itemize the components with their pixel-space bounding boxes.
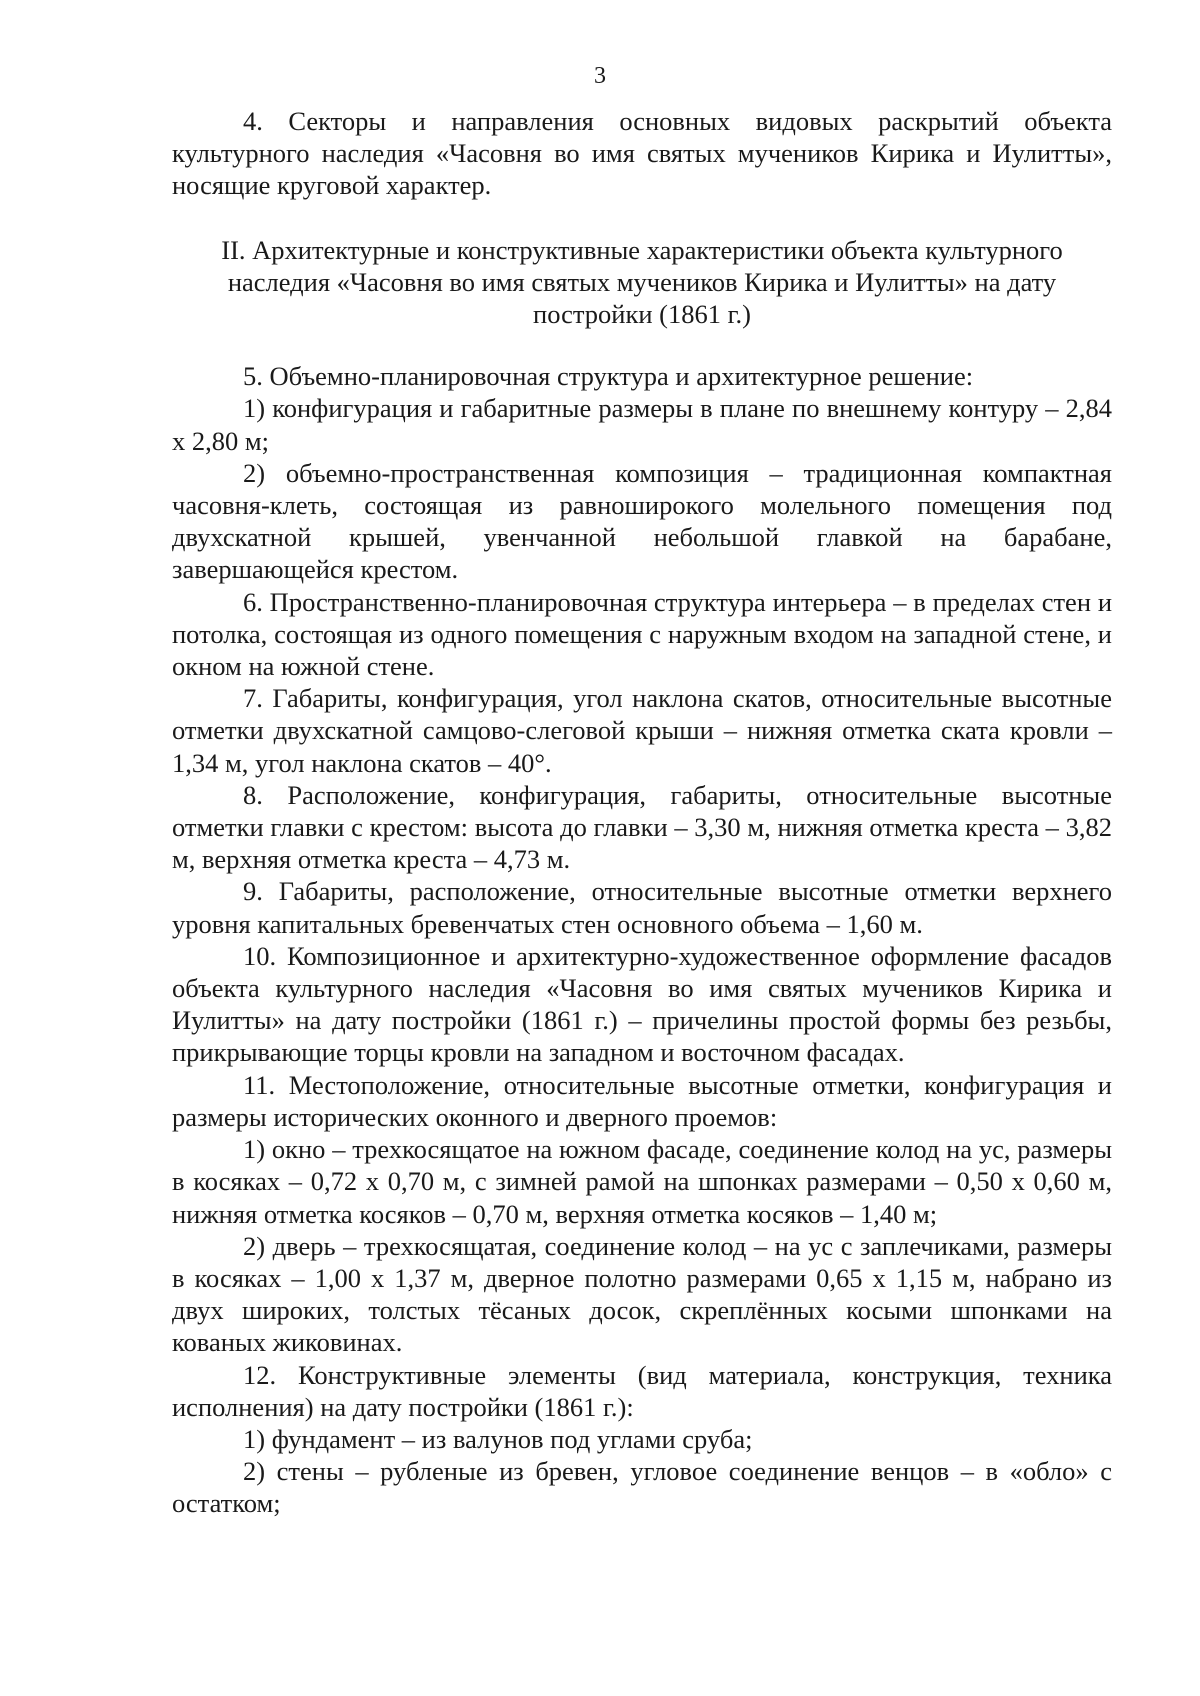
paragraph-11-item-1: 1) окно – трехкосящатое на южном фасаде, соединение колод на ус, размеры в косяках – 0,72 х 0,70 м, с зимней рамой на шпонках размерами – 0,50 х 0,60 м, нижняя отметка косяков – 0,70 м, верхняя отметка косяков – 1,40 м; bbox=[172, 1134, 1112, 1229]
document-body bbox=[172, 105, 1112, 1520]
section-heading: II. Архитектурные и конструктивные характеристики объекта культурного наследия «Часовня во имя святых мучеников Кирика и Иулитты» на дату постройки (1861 г.) bbox=[221, 234, 1063, 330]
paragraph-11: 11. Местоположение, относительные высотные отметки, конфигурация и размеры исторических оконного и дверного проемов: bbox=[172, 1069, 1112, 1132]
paragraph-9: 9. Габариты, расположение, относительные высотные отметки верхнего уровня капитальных бревенчатых стен основного объема – 1,60 м. bbox=[172, 876, 1112, 939]
paragraph-5-item-2: 2) объемно-пространственная композиция – традиционная компактная часовня-клеть, состоящая из равноширокого молельного помещения под двухскатной крышей, увенчанной небольшой главкой на барабане, завершающейся крестом. bbox=[172, 457, 1112, 585]
paragraph-11-item-2: 2) дверь – трехкосящатая, соединение колод – на ус с заплечиками, размеры в косяках – 1,00 х 1,37 м, дверное полотно размерами 0,65 х 1,15 м, набрано из двух широких, толстых тёсаных досок, скреплённых косыми шпонками на кованых жиковинах. bbox=[172, 1230, 1112, 1358]
paragraph-10: 10. Композиционное и архитектурно-художественное оформление фасадов объекта культурного наследия «Часовня во имя святых мучеников Кирика и Иулитты» на дату постройки (1861 г.) – причелины простой формы без резьбы, прикрывающие торцы кровли на западном и восточном фасадах. bbox=[172, 940, 1112, 1068]
paragraph-7: 7. Габариты, конфигурация, угол наклона скатов, относительные высотные отметки двухскатной самцово-слеговой крыши – нижняя отметка ската кровли – 1,34 м, угол наклона скатов – 40°. bbox=[172, 683, 1112, 778]
page-number: 3 bbox=[594, 63, 606, 89]
paragraph-12-item-2: 2) стены – рубленые из бревен, угловое соединение венцов – в «обло» с остатком; bbox=[172, 1456, 1112, 1519]
paragraph-12: 12. Конструктивные элементы (вид материала, конструкция, техника исполнения) на дату постройки (1861 г.): bbox=[172, 1359, 1112, 1422]
paragraph-8: 8. Расположение, конфигурация, габариты, относительные высотные отметки главки с крестом: высота до главки – 3,30 м, нижняя отметка креста – 3,82 м, верхняя отметка креста – 4,73 м. bbox=[172, 779, 1112, 875]
paragraph-6: 6. Пространственно-планировочная структура интерьера – в пределах стен и потолка, состоящая из одного помещения с наружным входом на западной стене, и окном на южной стене. bbox=[172, 586, 1112, 682]
paragraph-12-item-1: 1) фундамент – из валунов под углами сруба; bbox=[243, 1423, 753, 1454]
paragraph-4: 4. Секторы и направления основных видовых раскрытий объекта культурного наследия «Часовня во имя святых мучеников Кирика и Иулитты», носящие круговой характер. bbox=[172, 106, 1112, 201]
paragraph-5-item-1: 1) конфигурация и габаритные размеры в плане по внешнему контуру – 2,84 х 2,80 м; bbox=[172, 393, 1112, 456]
paragraph-5: 5. Объемно-планировочная структура и архитектурное решение: bbox=[243, 361, 974, 392]
